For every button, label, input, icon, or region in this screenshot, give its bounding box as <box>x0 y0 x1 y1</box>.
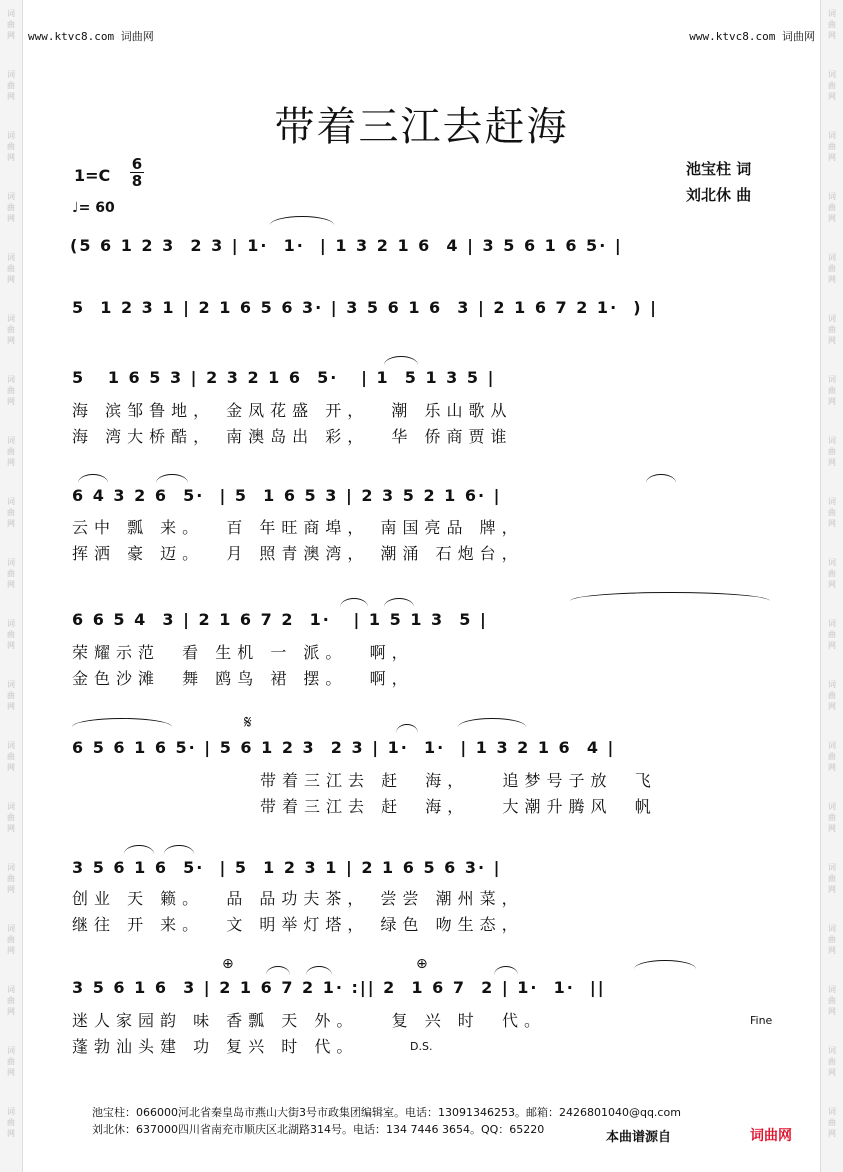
system-8-lyrics-1: 迷人家园韵 味 香瓢 天 外。 复 兴 时 代。 <box>72 1011 546 1030</box>
slur <box>164 845 194 854</box>
watermark-text: 词 曲 网 <box>7 741 15 772</box>
watermark-text: 词 曲 网 <box>828 436 836 467</box>
watermark-text: 词 曲 网 <box>828 497 836 528</box>
slur <box>494 966 518 975</box>
slur <box>270 216 334 225</box>
system-8-lyrics-2: 蓬勃汕头建 功 复兴 时 代。 <box>72 1037 359 1056</box>
watermark-text: 词 曲 网 <box>7 131 15 162</box>
watermark-text: 词 曲 网 <box>828 70 836 101</box>
watermark-text: 词 曲 网 <box>828 802 836 833</box>
watermark-text: 词 曲 网 <box>7 985 15 1016</box>
lyricist-credit: 池宝柱 词 <box>686 160 752 178</box>
slur <box>570 592 770 601</box>
watermark-text: 词 曲 网 <box>7 680 15 711</box>
fine-mark: Fine <box>750 1014 773 1027</box>
slur <box>384 598 414 607</box>
watermark-text: 词 曲 网 <box>828 253 836 284</box>
watermark-text: 词 曲 网 <box>7 863 15 894</box>
system-7-notes: 3 5 6 1 6 5· | 5 1 2 3 1 | 2 1 6 5 6 3· | <box>72 858 502 877</box>
system-1-notes: (5 6 1 2 3 2 3 | 1· 1· | 1 3 2 1 6 4 | 3 5 6 1 6 5· | <box>70 236 623 255</box>
slur <box>306 966 332 975</box>
system-3-lyrics-2: 海 湾大桥酷， 南澳岛出 彩， 华 侨商贾谁 <box>72 427 513 446</box>
watermark-text: 词 曲 网 <box>828 1046 836 1077</box>
slur <box>72 718 172 727</box>
time-signature <box>130 156 144 189</box>
brand-logo: 词曲网 <box>750 1128 792 1144</box>
slur <box>646 474 676 483</box>
right-watermark-strip <box>820 0 843 1172</box>
composer-credit: 刘北休 曲 <box>686 186 752 204</box>
watermark-text: 词 曲 网 <box>7 1046 15 1077</box>
system-6-lyrics-2: 带着三江去 赶 海， 大潮升腾风 帆 <box>260 797 657 816</box>
watermark-text: 词 曲 网 <box>828 680 836 711</box>
watermark-text: 词 曲 网 <box>828 192 836 223</box>
watermark-text: 词 曲 网 <box>7 192 15 223</box>
left-watermark-strip <box>0 0 23 1172</box>
watermark-text: 词 曲 网 <box>7 1107 15 1138</box>
coda-sign-1: ⊕ <box>222 956 234 972</box>
watermark-text: 词 曲 网 <box>828 1107 836 1138</box>
watermark-text: 词 曲 网 <box>828 375 836 406</box>
system-2-notes: 5 1 2 3 1 | 2 1 6 5 6 3· | 3 5 6 1 6 3 | 2 1 6 7 2 1· ) | <box>72 298 659 317</box>
watermark-text: 词 曲 网 <box>828 863 836 894</box>
system-4-lyrics-2: 挥洒 豪 迈。 月 照青澳湾， 潮涌 石炮台， <box>72 544 524 563</box>
site-tag-right: www.ktvc8.com 词曲网 <box>689 30 815 43</box>
slur <box>340 598 368 607</box>
watermark-text: 词 曲 网 <box>7 253 15 284</box>
system-5-lyrics-1: 荣耀示范 看 生机 一 派。 啊， <box>72 643 414 662</box>
source-label: 本曲谱源自 <box>606 1130 672 1145</box>
watermark-text: 词 曲 网 <box>828 619 836 650</box>
slur <box>458 718 526 727</box>
watermark-text: 词 曲 网 <box>7 9 15 40</box>
watermark-text: 词 曲 网 <box>828 314 836 345</box>
watermark-text: 词 曲 网 <box>7 924 15 955</box>
watermark-text: 词 曲 网 <box>7 619 15 650</box>
footer-composer-contact: 刘北休：637000四川省南充市顺庆区北湖路314号。电话：134 7446 3654。QQ：65220 <box>92 1123 545 1136</box>
slur <box>78 474 108 483</box>
system-4-notes: 6 4 3 2 6 5· | 5 1 6 5 3 | 2 3 5 2 1 6· | <box>72 486 502 505</box>
slur <box>124 845 154 854</box>
segno-sign: 𝄋 <box>244 712 252 733</box>
song-title: 带着三江去赶海 <box>274 104 569 150</box>
time-numerator: 6 <box>131 155 143 173</box>
system-4-lyrics-1: 云中 瓢 来。 百 年旺商埠， 南国亮品 牌， <box>72 518 524 537</box>
slur <box>384 356 418 365</box>
footer-lyricist-contact: 池宝柱：066000河北省秦皇岛市燕山大街3号市政集团编辑室。电话：13091346253。邮箱：2426801040@qq.com <box>92 1106 681 1119</box>
watermark-text: 词 曲 网 <box>828 741 836 772</box>
watermark-text: 词 曲 网 <box>7 802 15 833</box>
system-3-lyrics-1: 海 滨邹鲁地， 金凤花盛 开， 潮 乐山歌从 <box>72 401 513 420</box>
watermark-text: 词 曲 网 <box>7 314 15 345</box>
watermark-text: 词 曲 网 <box>7 436 15 467</box>
tempo-mark: ♩= 60 <box>72 200 115 216</box>
system-3-notes: 5 1 6 5 3 | 2 3 2 1 6 5· | 1 5 1 3 5 | <box>72 368 496 387</box>
watermark-text: 词 曲 网 <box>7 558 15 589</box>
watermark-text: 词 曲 网 <box>828 924 836 955</box>
coda-sign-2: ⊕ <box>416 956 428 972</box>
time-denominator: 8 <box>131 172 143 190</box>
system-8-notes: 3 5 6 1 6 3 | 2 1 6 7 2 1· :|| 2 1 6 7 2 | 1· 1· || <box>72 978 606 997</box>
slur <box>266 966 290 975</box>
watermark-text: 词 曲 网 <box>828 131 836 162</box>
system-7-lyrics-1: 创业 天 籁。 品 品功夫茶， 尝尝 潮州菜， <box>72 889 524 908</box>
watermark-text: 词 曲 网 <box>828 9 836 40</box>
watermark-text: 词 曲 网 <box>828 558 836 589</box>
site-tag-left: www.ktvc8.com 词曲网 <box>28 30 154 43</box>
watermark-text: 词 曲 网 <box>828 985 836 1016</box>
watermark-text: 词 曲 网 <box>7 497 15 528</box>
system-5-notes: 6 6 5 4 3 | 2 1 6 7 2 1· | 1 5 1 3 5 | <box>72 610 488 629</box>
system-5-lyrics-2: 金色沙滩 舞 鸥鸟 裙 摆。 啊， <box>72 669 414 688</box>
watermark-text: 词 曲 网 <box>7 375 15 406</box>
ds-mark: D.S. <box>410 1040 433 1053</box>
key-signature: 1=C <box>74 166 111 185</box>
slur <box>156 474 188 483</box>
slur <box>634 960 696 969</box>
slur <box>396 724 418 733</box>
system-7-lyrics-2: 继往 开 来。 文 明举灯塔， 绿色 吻生态， <box>72 915 524 934</box>
watermark-text: 词 曲 网 <box>7 70 15 101</box>
system-6-notes: 6 5 6 1 6 5· | 5 6 1 2 3 2 3 | 1· 1· | 1 3 2 1 6 4 | <box>72 738 616 757</box>
system-6-lyrics-1: 带着三江去 赶 海， 追梦号子放 飞 <box>260 771 657 790</box>
